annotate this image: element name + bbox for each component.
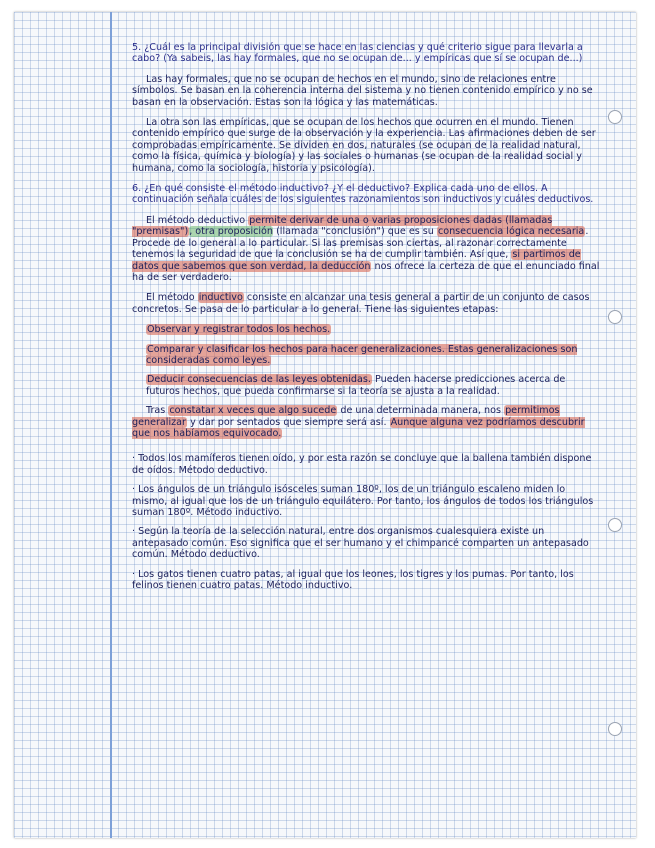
tras-a: Tras <box>146 405 166 417</box>
etapa-text: Pueden hacerse predicciones acerca de futuros hechos, que pueda confirmarse si la teoría se ajusta a la realidad. <box>146 374 566 397</box>
etapa-highlight: Deducir consecuencias de las leyes obtenidas. <box>147 374 371 386</box>
inductivo-c: consiste en alcanzar una tesis general a partir de un conjunto de casos concretos. Se pasa de lo particular a lo general. Tiene las siguientes etapas: <box>132 292 590 315</box>
deductivo-f: . Procede de lo general a lo particular. Si las premisas son ciertas, al razonar correctamente tenemos la seguridad de que la conclusión se ha de cumplir también. Así que, <box>132 226 589 261</box>
etapa-item <box>132 374 602 397</box>
deductivo-d: (llamada "conclusión") que es su <box>276 226 434 238</box>
tras-highlight-2: permitimos generalizar <box>132 405 560 428</box>
example-item: · Los ángulos de un triángulo isósceles suman 180º, los de un triángulo escaleno miden lo mismo, al igual que los de un triángulo equilátero. Por tanto, los ángulos de todos los triángulos suman 180º. Método inductivo. <box>132 484 594 518</box>
punch-hole <box>608 110 622 124</box>
question-6: 6. ¿En qué consiste el método inductivo? ¿Y el deductivo? Explica cada uno de ellos. A continuación señala cuáles de los siguientes razonamientos son inductivos y cuáles deductivos. <box>132 183 594 206</box>
etapa-item <box>132 344 602 367</box>
deductivo-highlight-2: consecuencia lógica necesaria <box>437 226 585 238</box>
inductivo-highlight: inductivo <box>198 292 243 304</box>
tras-c: de una determinada manera, nos <box>340 405 502 417</box>
notebook-page <box>14 12 636 838</box>
answer-5-empiricas: La otra son las empíricas, que se ocupan de los hechos que ocurren en el mundo. Tienen contenido empírico que surge de la observación y la experiencia. Las afirmaciones deben de ser comprobadas empíricamente. Se dividen en dos, naturales (se ocupan de la realidad natural, como la física, química y biología) y las sociales o humanas (se ocupan de la realidad social y humana, como la sociología, historia y psicología). <box>132 117 596 174</box>
deductivo-highlight-1: permite derivar de una o varias proposiciones dadas (llamadas "premisas") <box>132 214 553 238</box>
punch-hole <box>608 722 622 736</box>
etapa-highlight: Comparar y clasificar los hechos para hacer generalizaciones. Estas generalizaciones son consideradas como leyes. <box>146 343 578 366</box>
deductivo-h: nos ofrece la certeza de que el enunciado final ha de ser verdadero. <box>132 260 600 283</box>
tras-e: y dar por sentados que siempre será así. <box>190 416 387 428</box>
example-item: · Todos los mamíferos tienen oído, y por esta razón se concluye que la ballena también dispone de oídos. Método deductivo. <box>132 453 592 476</box>
deductivo-paragraph <box>132 215 602 283</box>
handwritten-notes <box>132 42 602 599</box>
punch-hole <box>608 518 622 532</box>
etapa-highlight: Observar y registrar todos los hechos. <box>147 324 331 336</box>
question-5: 5. ¿Cuál es la principal división que se hace en las ciencias y qué criterio sigue para llevarla a cabo? (Ya sabeis, las hay formales, que no se ocupan de... y empíricas que sí se ocupan de...) <box>132 42 583 65</box>
tras-highlight-1: constatar x veces que algo sucede <box>169 405 337 417</box>
deductivo-a: El método deductivo <box>146 214 246 226</box>
inductivo-paragraph <box>132 292 602 315</box>
etapas-list <box>132 324 602 397</box>
inductivo-a: El método <box>146 292 195 304</box>
example-item: · Según la teoría de la selección natural, entre dos organismos cualesquiera existe un antepasado común. Eso significa que el ser humano y el chimpancé comparten un antepasado común. Método deductivo. <box>132 526 589 561</box>
tras-highlight-3: Aunque alguna vez podríamos descubrir que nos habíamos equivocado. <box>132 416 585 439</box>
deductivo-highlight-3: si partimos de datos que sabemos que son verdad, la deducción <box>132 249 581 272</box>
punch-hole <box>608 310 622 324</box>
etapa-item <box>132 324 602 335</box>
answer-5-formales: Las hay formales, que no se ocupan de hechos en el mundo, sino de relaciones entre símbolos. Se basan en la coherencia interna del sistema y no tienen contenido empírico y no se basan en la observación. Estas son la lógica y las matemáticas. <box>132 73 593 108</box>
margin-line <box>110 12 112 838</box>
examples-list <box>132 453 602 591</box>
example-item: · Los gatos tienen cuatro patas, al igual que los leones, los tigres y los pumas. Por tanto, los felinos tienen cuatro patas. Método inductivo. <box>132 568 574 592</box>
tras-paragraph <box>132 405 602 439</box>
deductivo-highlight-green: , otra proposición <box>189 226 273 238</box>
